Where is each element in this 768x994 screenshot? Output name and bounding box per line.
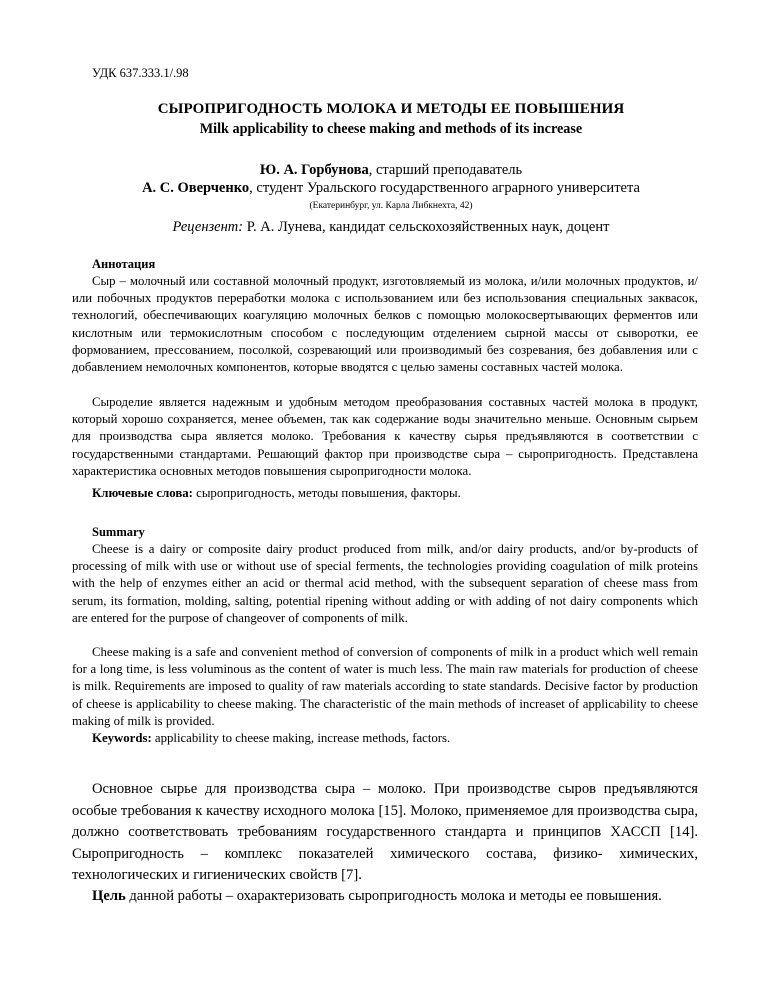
body-paragraph: Основное сырье для производства сыра – молоко. При производстве сыров предъявляются особые требования к качеству исходного молока [15]. Молоко, применяемое для производства сыра, должно соответствовать требованиям государственного стандарта и принципов ХАССП [14]. Сыропригодность – комплекс показателей химического состава, физико- химических, технологических и гигиенических свойств [7].: [72, 781, 698, 884]
keywords-label-en: Keywords:: [92, 731, 152, 745]
author-role: , студент Уральского государственного аграрного университета: [249, 180, 640, 196]
keywords-line-en: [72, 730, 698, 747]
summary-heading: Summary: [92, 525, 145, 539]
keywords-text-en: applicability to cheese making, increase methods, factors.: [151, 731, 451, 745]
author-line-2: [92, 180, 690, 197]
reviewer-text: Р. А. Лунева, кандидат сельскохозяйственных наук, доцент: [243, 219, 610, 235]
keywords-label: Ключевые слова:: [92, 486, 193, 500]
goal-text: данной работы – охарактеризовать сыропригодность молока и методы ее повышения.: [125, 888, 662, 904]
author-name: Ю. А. Горбунова: [259, 162, 369, 178]
body-paragraph: [72, 886, 698, 908]
abstract-paragraph: Сыр – молочный или составной молочный продукт, изготовляемый из молока, и/или молочных продуктов, и/или побочных продуктов переработки молока с использованием или без использования специальных заквасок, технологий, обеспечивающих коагуляцию молочных белков с помощью молокосвертывающих ферментов или кислотным или термокислотным способом с последующим отделением сырной массы от сыворотки, ее формованием, прессованием, посолкой, созревающий или производимый без созревания, без добавления или с добавлением немолочных компонентов, которые вводятся с целью замены составных частей молока.: [72, 274, 698, 375]
abstract-paragraph: Сыроделие является надежным и удобным методом преобразования составных частей молока в продукт, который хорошо сохраняется, менее объемен, так как содержание воды значительно меньше. Основным сырьем для производства сыра является молоко. Требования к качеству сырья предъявляются в соответствии с государственными стандартами. Решающий фактор при производстве сыра – сыропригодность. Представлена характеристика основных методов повышения сыропригодности молока.: [72, 395, 698, 478]
udk-code: УДК 637.333.1/.98: [92, 66, 189, 80]
goal-label: Цель: [92, 888, 126, 904]
article-subtitle: Milk applicability to cheese making and methods of its increase: [199, 121, 583, 137]
summary-paragraph: Cheese making is a safe and convenient method of conversion of components of milk in a product which well remain for a long time, is less voluminous as the content of water is much less. The main raw materials for production of cheese is milk. Requirements are imposed to quality of raw materials according to state standards. Decisive factor by production of cheese is applicability to cheese making. The characteristic of the main methods of increaset of applicability to cheese making of milk is provided.: [72, 645, 698, 728]
reviewer-label: Рецензент:: [172, 219, 244, 235]
author-role: , старший преподаватель: [368, 162, 523, 178]
abstract-heading: Аннотация: [92, 257, 156, 271]
reviewer-line: [92, 219, 690, 236]
author-name: А. С. Оверченко: [142, 180, 250, 196]
keywords-text: сыропригодность, методы повышения, факторы.: [192, 486, 461, 500]
summary-paragraph: Cheese is a dairy or composite dairy product produced from milk, and/or dairy products, and/or by-products of processing of milk with use or without use of special ferments, the technologies providing coagulation of milk proteins with the help of enzymes either an acid or thermal acid method, with the subsequent separation of cheese mass from serum, its formation, molding, salting, potential ripening without adding or with adding of not dairy components which are entered for the purpose of changeover of components of milk.: [72, 542, 698, 625]
keywords-line: [72, 485, 698, 502]
article-title: СЫРОПРИГОДНОСТЬ МОЛОКА И МЕТОДЫ ЕЕ ПОВЫШЕНИЯ: [157, 101, 625, 117]
author-address: (Екатеринбург, ул. Карла Либкнехта, 42): [309, 201, 473, 211]
author-line-1: [92, 162, 690, 179]
